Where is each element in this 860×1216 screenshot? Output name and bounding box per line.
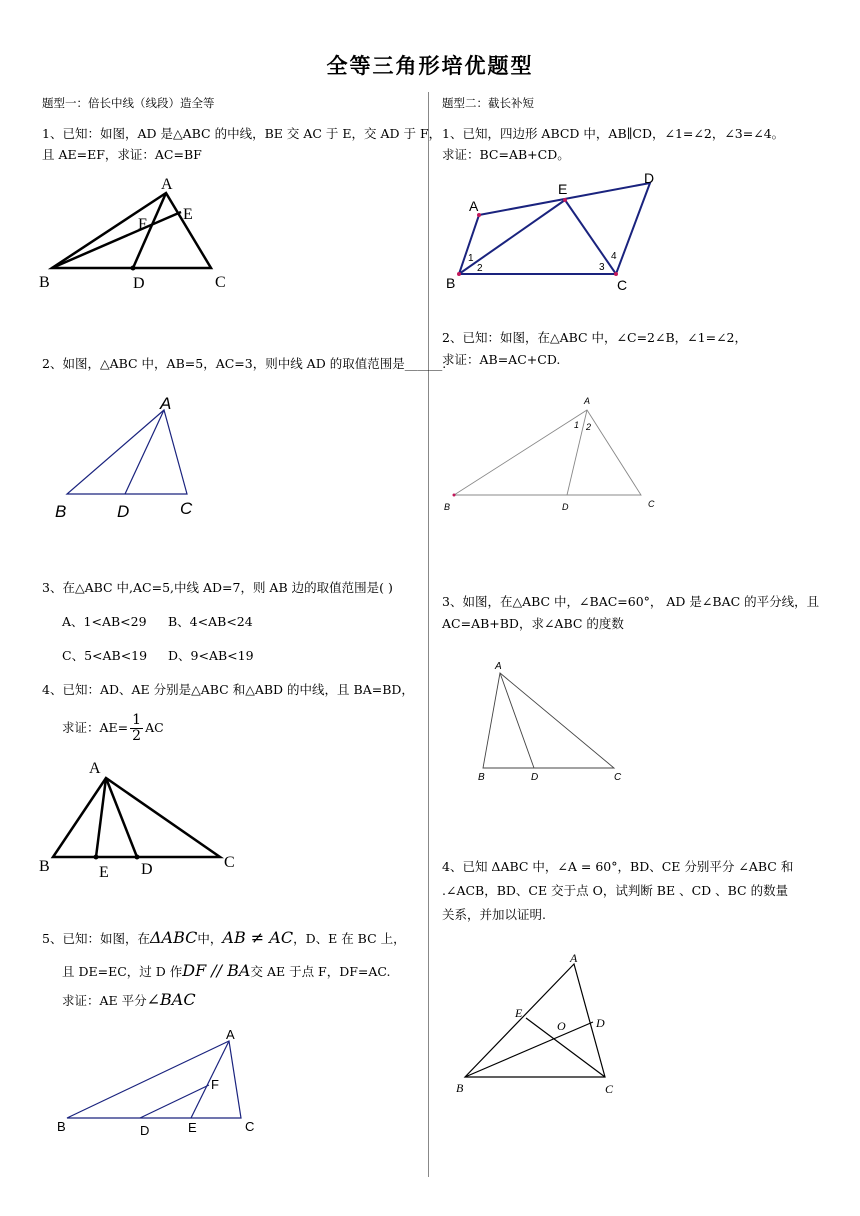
label-c: C: [180, 499, 193, 518]
page-title: 全等三角形培优题型: [326, 53, 534, 78]
label-c: C: [224, 854, 235, 871]
label-a: A: [495, 661, 502, 672]
problem-r4-line-3: 关系，并加以证明.: [442, 907, 546, 922]
label-a: A: [226, 1027, 235, 1042]
label-c: C: [617, 277, 628, 293]
prove-prefix: 求证：AE=: [62, 720, 129, 735]
problem-5-line-2: 且 DE=EC，过 D 作DF // BA交 AE 于点 F，DF=AC.: [62, 961, 391, 980]
label-b: B: [456, 1081, 464, 1095]
problem-3-text: 3、在△ABC 中,AC=5,中线 AD=7，则 AB 边的取值范围是( ): [42, 580, 393, 595]
label-d: D: [133, 275, 145, 292]
label-c: C: [614, 772, 622, 783]
problem-1-line-2: 且 AE=EF，求证：AC=BF: [42, 147, 202, 162]
angle-2: 2: [586, 422, 592, 432]
option-b: B、4<AB<24: [168, 614, 253, 629]
angle-2: 2: [477, 263, 483, 274]
fraction-one-half: $\frac{1}{2}$: [132, 712, 142, 744]
problem-r1-line-2: 求证：BC=AB+CD。: [442, 147, 570, 162]
label-d: D: [644, 170, 655, 186]
section-2-heading: 题型二：截长补短: [442, 96, 534, 110]
label-b: B: [39, 274, 50, 291]
problem-r1-line-1: 1、已知，四边形 ABCD 中，AB∥CD，∠1=∠2，∠3=∠4。: [442, 126, 785, 141]
prove-suffix: AC: [145, 720, 164, 735]
problem-5-line-3: 求证：AE 平分∠BAC: [62, 990, 196, 1009]
label-e: E: [183, 206, 193, 223]
angle-3: 3: [599, 262, 605, 273]
label-f: F: [211, 1077, 219, 1092]
label-b: B: [444, 502, 451, 512]
option-d: D、9<AB<19: [168, 648, 254, 663]
triangle-abc: [465, 964, 605, 1077]
angle-4: 4: [611, 251, 617, 262]
problem-r4-line-2: .∠ACB，BD、CE 交于点 O，试判断 BE 、CD 、BC 的数量: [442, 883, 789, 898]
angle-1: 1: [574, 420, 580, 430]
segment-bd: [465, 1022, 593, 1077]
label-o: O: [557, 1019, 566, 1033]
label-d: D: [562, 502, 569, 512]
label-a: A: [584, 396, 591, 406]
problem-r3-line-1: 3、如图，在△ABC 中，∠BAC=60°， AD 是∠BAC 的平分线，且: [442, 594, 820, 609]
section-1-heading: 题型一：倍长中线（线段）造全等: [42, 96, 215, 110]
label-f: F: [138, 216, 147, 233]
label-b: B: [446, 275, 456, 291]
problem-r2-line-2: 求证：AB=AC+CD.: [442, 352, 561, 367]
label-d: D: [531, 772, 539, 783]
label-a: A: [469, 198, 479, 214]
label-e: E: [188, 1120, 197, 1135]
label-d: D: [117, 502, 130, 521]
label-c: C: [605, 1082, 614, 1096]
problem-r4-line-1: 4、已知 ΔABC 中，∠A = 60°，BD、CE 分别平分 ∠ABC 和: [442, 859, 794, 874]
label-c: C: [245, 1119, 255, 1134]
label-a: A: [570, 951, 578, 965]
problem-1-line-1: 1、已知：如图，AD 是△ABC 的中线，BE 交 AC 于 E，交 AD 于 F，: [42, 126, 442, 141]
label-e: E: [515, 1006, 523, 1020]
label-b: B: [55, 502, 67, 521]
label-e: E: [558, 181, 568, 197]
problem-4-text: 4、已知：AD、AE 分别是△ABC 和△ABD 的中线，且 BA=BD，: [42, 682, 414, 697]
problem-5-line-1: 5、已知：如图，在ΔABC中，AB ≠ AC，D、E 在 BC 上，: [42, 928, 406, 947]
label-d: D: [140, 1123, 150, 1138]
label-c: C: [648, 499, 655, 509]
option-a: A、1<AB<29: [62, 614, 147, 629]
angle-1: 1: [468, 253, 474, 264]
label-d: D: [141, 861, 153, 878]
label-e: E: [99, 864, 109, 881]
label-b: B: [39, 858, 50, 875]
label-c: C: [215, 274, 226, 291]
problem-r3-line-2: AC=AB+BD，求∠ABC 的度数: [442, 616, 624, 631]
label-b: B: [478, 772, 485, 783]
label-a: A: [161, 176, 173, 193]
label-a: A: [89, 760, 101, 777]
option-c: C、5<AB<19: [62, 648, 148, 663]
problem-r2-line-1: 2、已知：如图，在△ABC 中，∠C=2∠B，∠1=∠2，: [442, 330, 747, 345]
label-a: A: [160, 394, 172, 413]
problem-2-text: 2、如图，△ABC 中，AB=5，AC=3，则中线 AD 的取值范围是______.: [42, 356, 447, 371]
label-d: D: [596, 1016, 605, 1030]
label-b: B: [57, 1119, 66, 1134]
